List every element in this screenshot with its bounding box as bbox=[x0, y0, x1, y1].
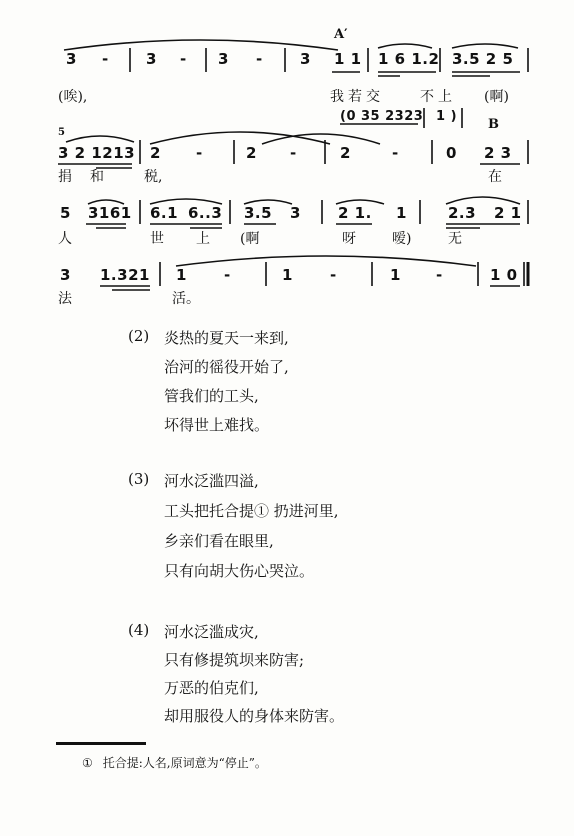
note: 1.321 bbox=[100, 266, 150, 284]
verse-line: 坏得世上难找。 bbox=[164, 416, 270, 434]
note: 5 bbox=[60, 204, 71, 222]
verse-line: 治河的徭役开始了, bbox=[164, 358, 289, 376]
lyric: (啊 bbox=[240, 231, 260, 247]
lyric: 我若交 bbox=[330, 89, 384, 105]
verse-line: 管我们的工头, bbox=[164, 387, 259, 405]
note: 1 bbox=[390, 266, 401, 284]
note: - bbox=[256, 50, 263, 68]
music-score bbox=[0, 0, 574, 310]
note: - bbox=[392, 144, 399, 162]
alt-note: (0 35 2323 bbox=[340, 109, 424, 124]
note: 1 0 bbox=[490, 266, 518, 284]
note: 2 3 bbox=[484, 144, 512, 162]
note: 2 bbox=[340, 144, 351, 162]
lyric: 人 bbox=[58, 231, 72, 247]
lyric: 无 bbox=[448, 231, 462, 247]
breath-mark: 5 bbox=[58, 127, 65, 138]
footnote-rule bbox=[56, 742, 146, 745]
lyric: 呀 bbox=[342, 231, 356, 247]
note: - bbox=[196, 144, 203, 162]
note: 2 1. bbox=[338, 204, 372, 222]
lyric: 捐 bbox=[58, 169, 72, 185]
note: 6.1 bbox=[150, 204, 179, 222]
note: - bbox=[436, 266, 443, 284]
verse-line: 却用服役人的身体来防害。 bbox=[164, 707, 345, 725]
note: 3 bbox=[218, 50, 229, 68]
lyric: 在 bbox=[488, 169, 502, 185]
verse-line: 工头把托合提① 扔进河里, bbox=[164, 502, 339, 520]
note: 1 bbox=[396, 204, 407, 222]
note: 3 2 1213 bbox=[58, 144, 136, 162]
note: 1 6 1.2 bbox=[378, 50, 440, 68]
note: 3161 bbox=[88, 204, 132, 222]
verse-line: 万恶的伯克们, bbox=[164, 679, 259, 697]
lyric: 活。 bbox=[172, 291, 200, 307]
verse-number: (4) bbox=[128, 621, 150, 639]
note: 0 bbox=[446, 144, 457, 162]
note: 2 bbox=[150, 144, 161, 162]
alt-note: 1 ) bbox=[436, 109, 458, 124]
note: 2 bbox=[246, 144, 257, 162]
lyric: 和 bbox=[90, 169, 104, 185]
verse-number: (2) bbox=[128, 327, 150, 345]
verse-line: 只有修提筑坝来防害; bbox=[164, 651, 305, 669]
note: 3 bbox=[146, 50, 157, 68]
section-b-mark: B bbox=[488, 117, 499, 132]
lyric: (啊) bbox=[484, 89, 509, 105]
note: 3.5 bbox=[244, 204, 273, 222]
note: - bbox=[102, 50, 109, 68]
footnote bbox=[82, 754, 267, 771]
note: - bbox=[290, 144, 297, 162]
verse-number: (3) bbox=[128, 470, 150, 488]
note: 3 bbox=[60, 266, 71, 284]
lyric: 嗳) bbox=[392, 231, 412, 247]
note: 2.3 bbox=[448, 204, 477, 222]
footnote-text: 托合提:人名,原词意为“停止”。 bbox=[102, 756, 267, 770]
note: 1 bbox=[176, 266, 187, 284]
note: 1 1 bbox=[334, 50, 362, 68]
note: - bbox=[224, 266, 231, 284]
verse-line: 河水泛滥成灾, bbox=[164, 623, 259, 641]
note: 1 bbox=[282, 266, 293, 284]
lyric: 不上 bbox=[420, 89, 456, 105]
lyric: 世 bbox=[150, 231, 164, 247]
lyric: 税, bbox=[144, 169, 163, 185]
verse-line: 河水泛滥四溢, bbox=[164, 472, 259, 490]
note: 3 bbox=[290, 204, 301, 222]
verse-line: 炎热的夏天一来到, bbox=[164, 329, 289, 347]
section-a-mark: A′ bbox=[334, 27, 348, 42]
lyric: 上 bbox=[196, 231, 210, 247]
verse-line: 乡亲们看在眼里, bbox=[164, 532, 274, 550]
verse-line: 只有向胡大伤心哭泣。 bbox=[164, 562, 315, 580]
note: 3 bbox=[300, 50, 311, 68]
note: - bbox=[180, 50, 187, 68]
note: - bbox=[330, 266, 337, 284]
lyric: (唉), bbox=[58, 89, 88, 105]
note: 6..3 bbox=[188, 204, 223, 222]
note: 3.5 2 5 bbox=[452, 50, 514, 68]
note: 2 1 bbox=[494, 204, 522, 222]
note: 3 bbox=[66, 50, 77, 68]
footnote-marker: ① bbox=[82, 756, 93, 770]
lyric: 法 bbox=[58, 291, 72, 307]
